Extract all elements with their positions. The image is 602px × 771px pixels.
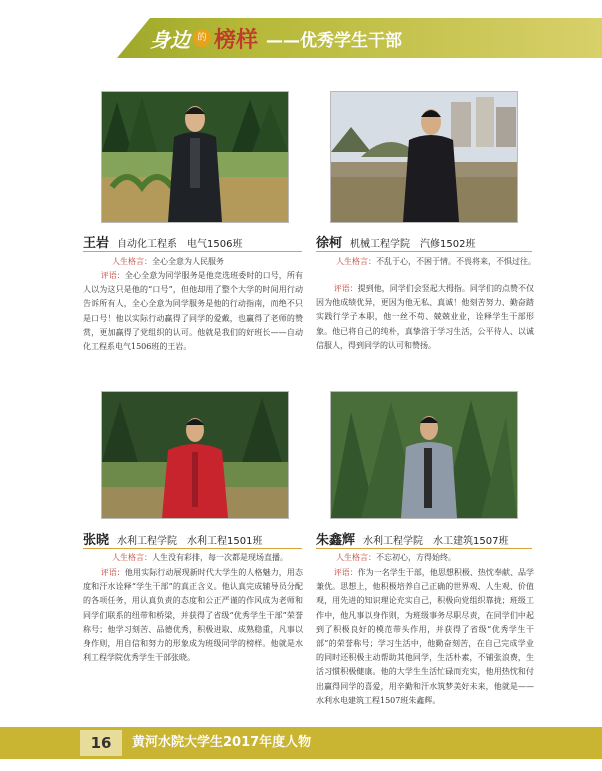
photo-xu-ke [330,91,518,223]
motto-text: 人生没有彩排，每一次都是现场直播。 [152,553,288,562]
divider [83,548,302,549]
motto-label: 人生格言： [112,553,152,562]
photo-zhang-xiao [101,391,289,519]
name-row-wang-yan [83,232,242,251]
title-badge: 的 [193,29,211,47]
student-name: 张晓 [83,533,110,548]
comment-text: 全心全意为同学服务是他竞选班委时的口号，所有人以为这只是他的“口号”，但他却用了整个大学的时间用行动告诉所有人，全心全意为同学服务是他的行动指南，而绝不只是口号！他以实际行动赢得了同学的爱戴，也赢得了老师的赞赏，更加赢得了党组织的认可。他就是我们的好班长——自动化工程系电气1506班的王岩。 [83,271,304,352]
student-dept: 水利工程学院 水工建筑1507班 [363,536,509,547]
portrait-image [331,392,517,518]
divider [83,251,302,252]
student-dept: 机械工程学院 汽修1502班 [350,239,476,250]
comment-text: 提到他，同学们会竖起大拇指。同学们的点赞不仅因为他成绩优异，更因为他无私、真诚！他刻苦努力、勤奋踏实践行学子本职，他一丝不苟、兢兢业业，诠释学生干部形象。他已将自己的纯朴，真挚溶于学习生活，公平待人、以诚信服人，得到同学的认可和赞扬。 [316,284,535,350]
title-part-1: 身边 [150,27,190,52]
portrait-image [331,92,517,222]
student-dept: 自动化工程系 电气1506班 [117,239,243,250]
comment-label: 评语： [333,568,358,577]
publication-title: 黄河水院大学生2017年度人物 [132,735,312,750]
motto-line [112,256,224,267]
photo-wang-yan [101,91,289,223]
name-row-xu-ke [316,232,475,251]
title-part-3: ——优秀学生干部 [266,30,403,51]
divider [316,548,532,549]
motto-line [112,552,288,563]
motto-text: 全心全意为人民服务 [152,257,224,266]
motto-label: 人生格言： [336,553,376,562]
motto-label: 人生格言： [336,257,376,266]
comment-paragraph [316,282,534,353]
portrait-image [102,392,288,518]
student-name: 王岩 [83,236,110,251]
student-dept: 水利工程学院 水利工程1501班 [117,536,263,547]
page-number: 16 [90,734,112,752]
title-part-2: 榜样 [214,26,259,53]
comment-paragraph [83,566,303,665]
comment-label: 评语： [100,568,125,577]
divider [316,251,532,252]
comment-label: 评语： [333,284,358,293]
motto-text: 不乱于心，不困于情。不畏将来，不惧过往。 [376,257,536,266]
motto-label: 人生格言： [112,257,152,266]
motto-line [336,552,456,563]
student-name: 徐柯 [316,236,343,251]
name-row-zhang-xiao [83,529,262,548]
comment-text: 他用实际行动展现新时代大学生的人格魅力，用态度和汗水诠释“学生干部”的真正含义。他认真完成辅导员分配的各项任务，用认真负责的态度和公正严谨的作风成为老师和同学们联系的纽带和桥梁，并获得了省级“优秀学生干部”荣誉称号；他学习刻苦、品德优秀，积极进取、成熟稳重，凡事以身作则，用自信和努力的形象成为班级同学的榜样。他就是水利工程学院优秀学生干部张晓。 [83,568,304,663]
portrait-image [102,92,288,222]
student-name: 朱鑫辉 [316,533,356,548]
comment-label: 评语： [100,271,125,280]
name-row-zhu-xinhui [316,529,508,548]
motto-line [336,256,536,267]
comment-paragraph [316,566,534,708]
comment-text: 作为一名学生干部，他思想积极、热忱奉献、品学兼优。思想上，他积极培养自己正确的世界观、人生观、价值观，用先进的知识理论充实自己，积极向党组织靠拢；班级工作中，他凡事以身作则，为班级事务尽职尽责，在同学们中起到了积极良好的模范带头作用，并获得了省级“优秀学生干部”的荣誉称号；学习生活中，他勤奋刻苦，在自己完成学业的同时还积极主动帮助其他同学，生活朴素，不铺张浪费，生活习惯积极健康。他的大学生生活忙碌而充实，他用热忱和付出赢得同学的喜爱，用辛勤和汗水筑梦美好未来，他就是——水利水电建筑工程1507班朱鑫辉。 [316,568,535,705]
comment-paragraph [83,269,303,354]
page-title [150,22,402,54]
motto-text: 不忘初心，方得始终。 [376,553,456,562]
photo-zhu-xinhui [330,391,518,519]
